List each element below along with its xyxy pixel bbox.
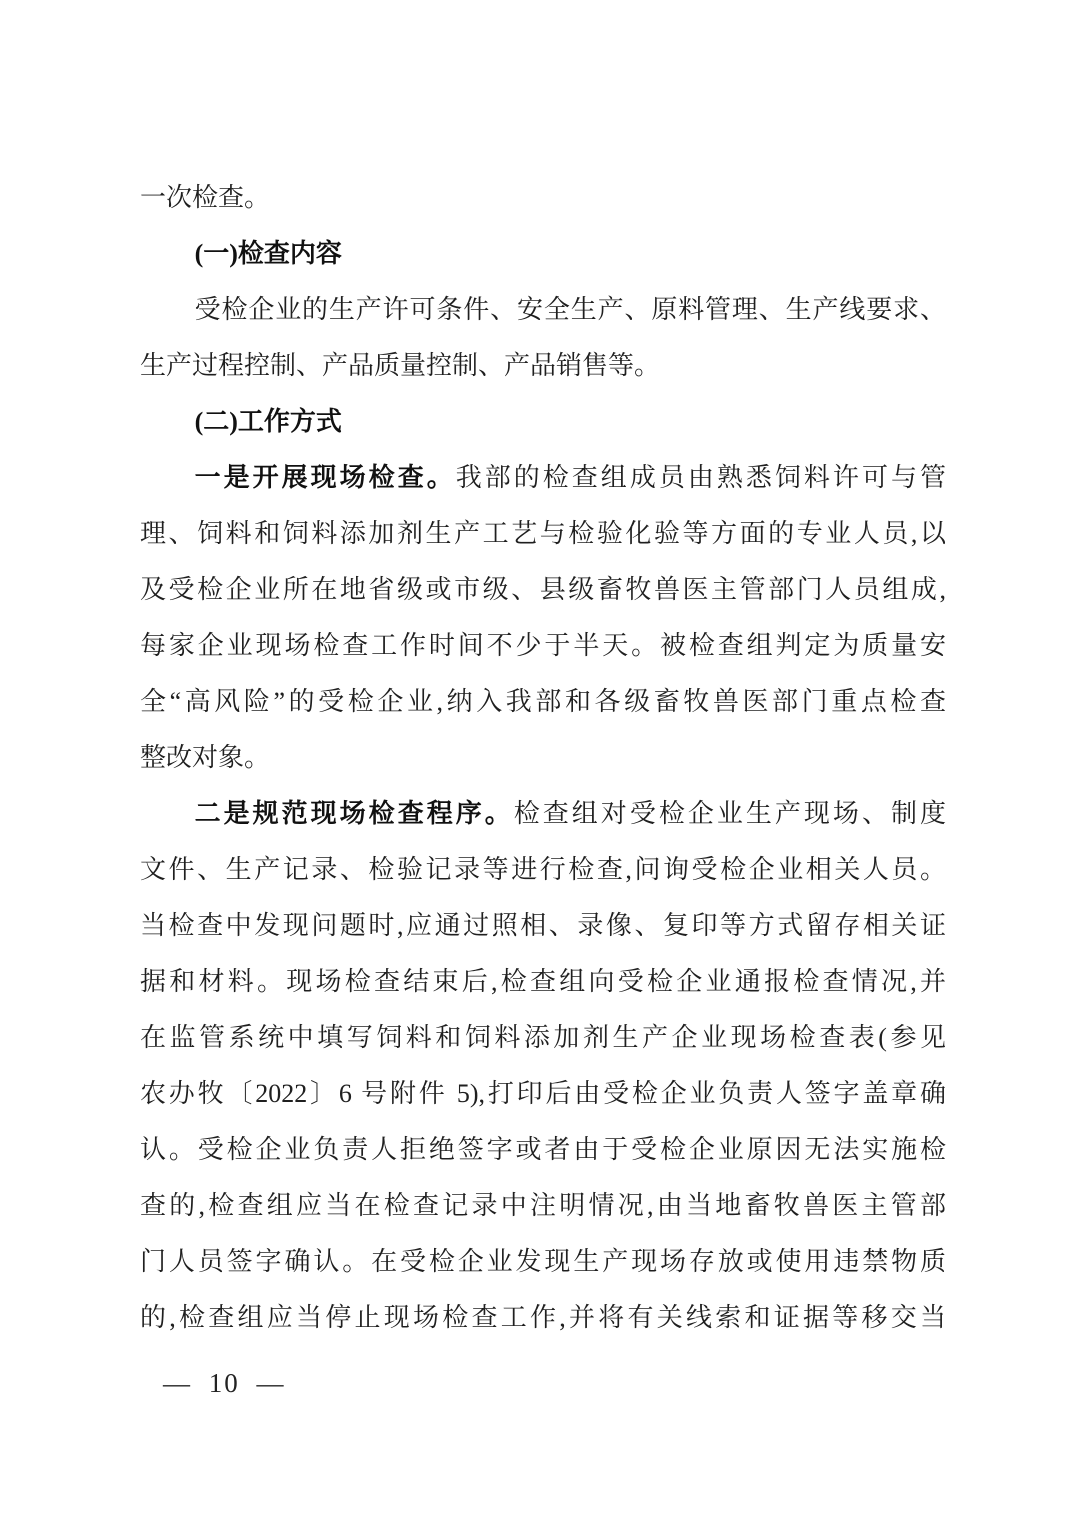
text-segment: 及受检企业所在地省级或市级、县级畜牧兽医主管部门人员组成, — [140, 575, 946, 604]
body-line — [140, 1066, 946, 1122]
body-line — [140, 338, 946, 394]
text-segment: 每家企业现场检查工作时间不少于半天。被检查组判定为质量安 — [140, 631, 946, 660]
body-line — [140, 1290, 946, 1346]
bold-text-segment: (二)工作方式 — [194, 407, 342, 436]
text-segment: 一次检查。 — [140, 183, 271, 212]
body-line — [140, 954, 946, 1010]
text-segment: 生产过程控制、产品质量控制、产品销售等。 — [140, 351, 661, 380]
body-line — [140, 562, 946, 618]
section-heading — [140, 226, 946, 282]
body-line — [140, 1234, 946, 1290]
body-line — [140, 1178, 946, 1234]
text-segment: 文件、生产记录、检验记录等进行检查,问询受检企业相关人员。 — [140, 855, 946, 884]
text-segment: 据和材料。现场检查结束后,检查组向受检企业通报检查情况,并 — [140, 967, 946, 996]
text-segment: 我部的检查组成员由熟悉饲料许可与管 — [455, 463, 946, 492]
text-segment: 全“高风险”的受检企业,纳入我部和各级畜牧兽医部门重点检查 — [140, 687, 946, 716]
page-number: — 10 — — [163, 1368, 286, 1398]
body-line — [140, 1122, 946, 1178]
text-segment: 的,检查组应当停止现场检查工作,并将有关线索和证据等移交当 — [140, 1303, 946, 1332]
body-line — [140, 618, 946, 674]
section-heading — [140, 394, 946, 450]
text-segment: 整改对象。 — [140, 743, 271, 772]
text-segment: 门人员签字确认。在受检企业发现生产现场存放或使用违禁物质 — [140, 1247, 946, 1276]
body-line — [140, 1010, 946, 1066]
document-body — [140, 170, 946, 1346]
text-segment: 受检企业的生产许可条件、安全生产、原料管理、生产线要求、 — [194, 295, 946, 324]
bold-text-segment: (一)检查内容 — [194, 239, 342, 268]
text-segment: 查的,检查组应当在检查记录中注明情况,由当地畜牧兽医主管部 — [140, 1191, 946, 1220]
body-line — [140, 842, 946, 898]
text-segment: 认。受检企业负责人拒绝签字或者由于受检企业原因无法实施检 — [140, 1135, 946, 1164]
text-segment: 检查组对受检企业生产现场、制度 — [513, 799, 946, 828]
text-segment: 农办牧〔2022〕6 号附件 5),打印后由受检企业负责人签字盖章确 — [140, 1079, 946, 1108]
body-line — [140, 730, 946, 786]
text-segment: 在监管系统中填写饲料和饲料添加剂生产企业现场检查表(参见 — [140, 1023, 946, 1052]
body-line — [140, 282, 946, 338]
body-line — [140, 506, 946, 562]
bold-text-segment: 一是开展现场检查。 — [194, 463, 456, 492]
body-line — [140, 674, 946, 730]
body-line — [140, 786, 946, 842]
body-line — [140, 450, 946, 506]
body-line — [140, 170, 946, 226]
body-line — [140, 898, 946, 954]
bold-text-segment: 二是规范现场检查程序。 — [194, 799, 514, 828]
text-segment: 当检查中发现问题时,应通过照相、录像、复印等方式留存相关证 — [140, 911, 946, 940]
text-segment: 理、饲料和饲料添加剂生产工艺与检验化验等方面的专业人员,以 — [140, 519, 946, 548]
